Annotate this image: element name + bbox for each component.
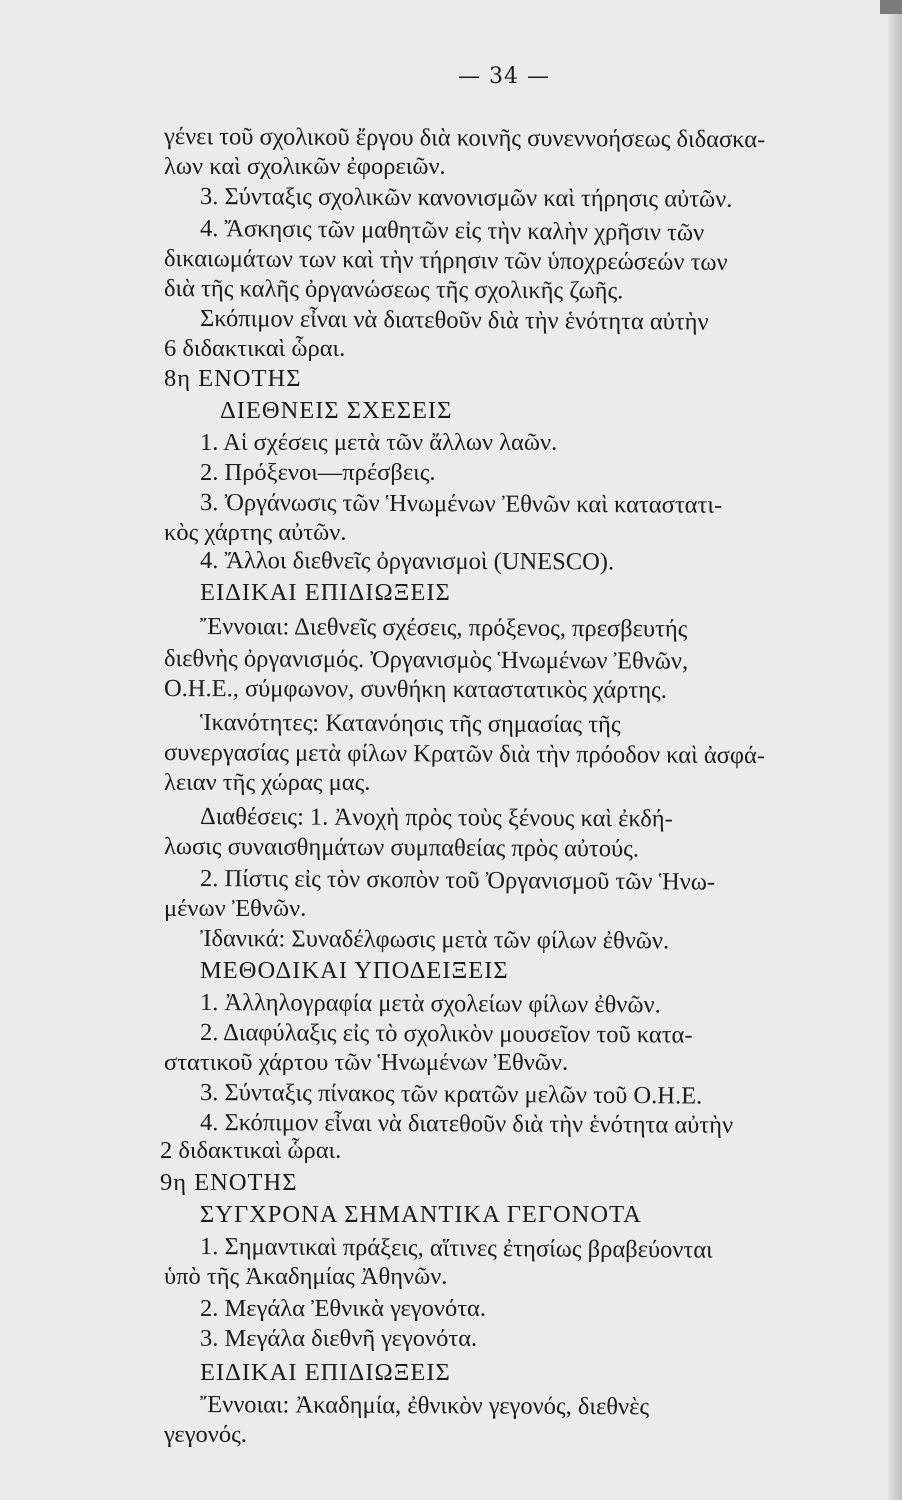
list-item: 3. Σύνταξις πίνακος τῶν κρατῶν μελῶν τοῦ Ο.Η.Ε. [199, 1079, 703, 1110]
section-heading: 8η ΕΝΟΤΗΣ [164, 365, 302, 392]
text-line: 6 διδακτικαὶ ὧραι. [164, 335, 346, 362]
text-line: συνεργασίας μετὰ φίλων Κρατῶν διὰ τὴν πρόοδον καὶ ἀσφά- [163, 739, 766, 770]
text-line: λειαν τῆς χώρας μας. [164, 769, 371, 796]
corner-mark [880, 0, 902, 14]
subsection-heading: ΕΙΔΙΚΑΙ ΕΠΙΔΙΩΞΕΙΣ [200, 1359, 451, 1386]
list-item: 1. Ἀλληλογραφία μετὰ σχολείων φίλων ἐθνῶν. [199, 989, 661, 1019]
text-line: διὰ τῆς καλῆς ὀργανώσεως τῆς σχολικῆς ζωῆς. [163, 275, 624, 305]
subsection-heading: ΜΕΘΟΔΙΚΑΙ ΥΠΟΔΕΙΞΕΙΣ [200, 957, 509, 984]
list-item: 3. Σύνταξις σχολικῶν κανονισμῶν καὶ τήρησις αὐτῶν. [199, 183, 733, 213]
text-line: διεθνὴς ὀργανισμός. Ὀργανισμὸς Ἡνωμένων Ἐθνῶν, [163, 645, 689, 675]
list-item: 2. Πίστις εἰς τὸν σκοπὸν τοῦ Ὀργανισμοῦ τῶν Ἡνω- [199, 865, 716, 896]
text-line: στατικοῦ χάρτου τῶν Ἡνωμένων Ἐθνῶν. [164, 1049, 569, 1076]
list-item: 3. Μεγάλα διεθνῆ γεγονότα. [200, 1325, 478, 1352]
list-item: 1. Αἱ σχέσεις μετὰ τῶν ἄλλων λαῶν. [200, 429, 558, 456]
list-item: 2. Πρόξενοι—πρέσβεις. [200, 459, 436, 486]
text-line: 2 διδακτικαὶ ὧραι. [160, 1137, 342, 1164]
list-item: 4. Σκόπιμον εἶναι νὰ διατεθοῦν διὰ τὴν ἑνότητα αὐτὴν [199, 1109, 734, 1139]
list-item: 3. Ὀργάνωσις τῶν Ἡνωμένων Ἐθνῶν καὶ καταστατι- [199, 489, 723, 519]
text-line: κὸς χάρτης αὐτῶν. [164, 519, 347, 546]
text-line: Διαθέσεις: 1. Ἀνοχὴ πρὸς τοὺς ξένους καὶ ἐκδή- [199, 803, 673, 833]
text-line: λων καὶ σχολικῶν ἐφορειῶν. [164, 153, 446, 180]
text-line: Ἰδανικά: Συναδέλφωσις μετὰ τῶν φίλων ἐθνῶν. [199, 925, 670, 955]
text-line: γένει τοῦ σχολικοῦ ἔργου διὰ κοινῆς συνεννοήσεως διδασκα- [163, 123, 766, 154]
page-edge-shadow [888, 0, 902, 1500]
section-title: ΣΥΓΧΡΟΝΑ ΣΗΜΑΝΤΙΚΑ ΓΕΓΟΝΟΤΑ [200, 1201, 642, 1228]
subsection-heading: ΕΙΔΙΚΑΙ ΕΠΙΔΙΩΞΕΙΣ [200, 579, 451, 606]
list-item: 2. Μεγάλα Ἐθνικὰ γεγονότα. [200, 1295, 487, 1322]
section-heading: 9η ΕΝΟΤΗΣ [160, 1169, 298, 1196]
list-item: 4. Ἄλλοι διεθνεῖς ὀργανισμοὶ (UNESCO). [199, 547, 615, 576]
text-line: γεγονός. [164, 1421, 247, 1448]
list-item: 1. Σημαντικαὶ πράξεις, αἵτινες ἐτησίως βραβεύονται [199, 1233, 713, 1264]
text-line: λωσις συναισθημάτων συμπαθείας πρὸς αὐτούς. [163, 833, 640, 863]
text-line: ὑπὸ τῆς Ἀκαδημίας Ἀθηνῶν. [164, 1263, 448, 1290]
text-line: δικαιωμάτων των καὶ τὴν τήρησιν τῶν ὑποχρεώσεών των [163, 245, 728, 276]
list-item: 4. Ἄσκησις τῶν μαθητῶν εἰς τὴν καλὴν χρῆσιν τῶν [199, 215, 705, 247]
list-item: 2. Διαφύλαξις εἰς τὸ σχολικὸν μουσεῖον τοῦ κατα- [199, 1019, 693, 1049]
page-number: — 34 — [458, 64, 550, 89]
text-line: Ο.Η.Ε., σύμφωνον, συνθήκη καταστατικὸς χάρτης. [163, 675, 667, 704]
section-title: ΔΙΕΘΝΕΙΣ ΣΧΕΣΕΙΣ [220, 397, 453, 424]
text-line: μένων Ἐθνῶν. [164, 895, 307, 922]
text-line: Σκόπιμον εἶναι νὰ διατεθοῦν διὰ τὴν ἑνότητα αὐτὴν [199, 305, 709, 336]
text-line: Ἔννοιαι: Ἀκαδημία, ἐθνικὸν γεγονός, διεθνὲς [199, 1391, 650, 1421]
text-line: Ἱκανότητες: Κατανόησις τῆς σημασίας τῆς [199, 709, 621, 739]
text-line: Ἔννοιαι: Διεθνεῖς σχέσεις, πρόξενος, πρεσβευτής [199, 613, 688, 643]
